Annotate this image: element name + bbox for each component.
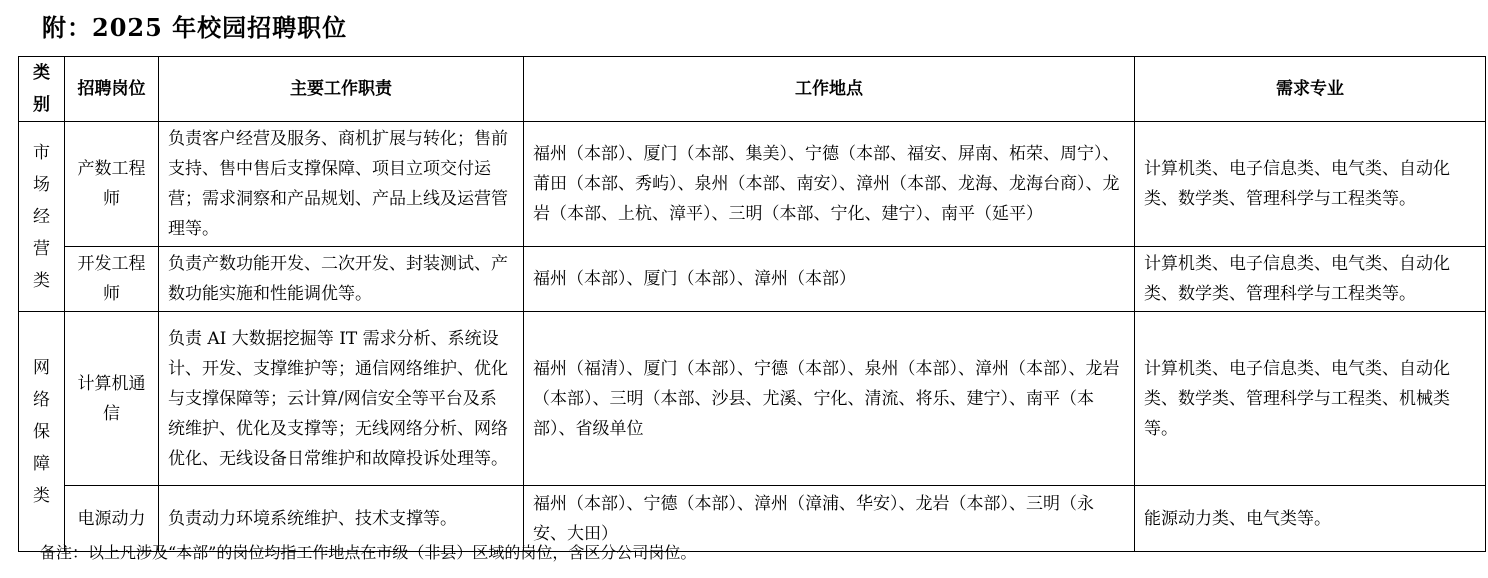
footnote: 备注：以上凡涉及“本部”的岗位均指工作地点在市级（非县）区域的岗位，含区分公司岗位。 xyxy=(40,543,697,562)
duties-cell: 负责动力环境系统维护、技术支撑等。 xyxy=(159,486,524,552)
header-major: 需求专业 xyxy=(1135,57,1486,122)
category-cell: 市场经营类 xyxy=(19,122,65,312)
duties-cell: 负责客户经营及服务、商机扩展与转化；售前支持、售中售后支撑保障、项目立项交付运营；需求洞察和产品规划、产品上线及运营管理等。 xyxy=(159,122,524,247)
table-row xyxy=(19,122,1486,247)
position-cell: 产数工程师 xyxy=(65,122,159,247)
duties-cell: 负责 AI 大数据挖掘等 IT 需求分析、系统设计、开发、支撑维护等；通信网络维护、优化与支撑保障等；云计算/网信安全等平台及系统维护、优化及支撑等；无线网络分析、网络优化、无线设备日常维护和故障投诉处理等。 xyxy=(159,312,524,486)
category-cell: 网络保障类 xyxy=(19,312,65,552)
table-row xyxy=(19,312,1486,486)
positions-table xyxy=(18,56,1486,552)
page-title: 附：2025 年校园招聘职位 xyxy=(42,13,348,42)
header-position: 招聘岗位 xyxy=(65,57,159,122)
location-cell: 福州（本部）、厦门（本部、集美）、宁德（本部、福安、屏南、柘荣、周宁）、莆田（本部、秀屿）、泉州（本部、南安）、漳州（本部、龙海、龙海台商）、龙岩（本部、上杭、漳平）、三明（本部、宁化、建宁）、南平（延平） xyxy=(524,122,1135,247)
header-duties: 主要工作职责 xyxy=(159,57,524,122)
header-category: 类别 xyxy=(19,57,65,122)
location-cell: 福州（福清）、厦门（本部）、宁德（本部）、泉州（本部）、漳州（本部）、龙岩（本部）、三明（本部、沙县、尤溪、宁化、清流、将乐、建宁）、南平（本部）、省级单位 xyxy=(524,312,1135,486)
duties-cell: 负责产数功能开发、二次开发、封装测试、产数功能实施和性能调优等。 xyxy=(159,247,524,312)
location-cell: 福州（本部）、宁德（本部）、漳州（漳浦、华安）、龙岩（本部）、三明（永安、大田） xyxy=(524,486,1135,552)
position-cell: 开发工程师 xyxy=(65,247,159,312)
major-cell: 计算机类、电子信息类、电气类、自动化类、数学类、管理科学与工程类等。 xyxy=(1135,247,1486,312)
table-row xyxy=(19,247,1486,312)
major-cell: 能源动力类、电气类等。 xyxy=(1135,486,1486,552)
major-cell: 计算机类、电子信息类、电气类、自动化类、数学类、管理科学与工程类等。 xyxy=(1135,122,1486,247)
header-location: 工作地点 xyxy=(524,57,1135,122)
position-cell: 电源动力 xyxy=(65,486,159,552)
position-cell: 计算机通信 xyxy=(65,312,159,486)
table-header-row xyxy=(19,57,1486,122)
location-cell: 福州（本部）、厦门（本部）、漳州（本部） xyxy=(524,247,1135,312)
major-cell: 计算机类、电子信息类、电气类、自动化类、数学类、管理科学与工程类、机械类等。 xyxy=(1135,312,1486,486)
